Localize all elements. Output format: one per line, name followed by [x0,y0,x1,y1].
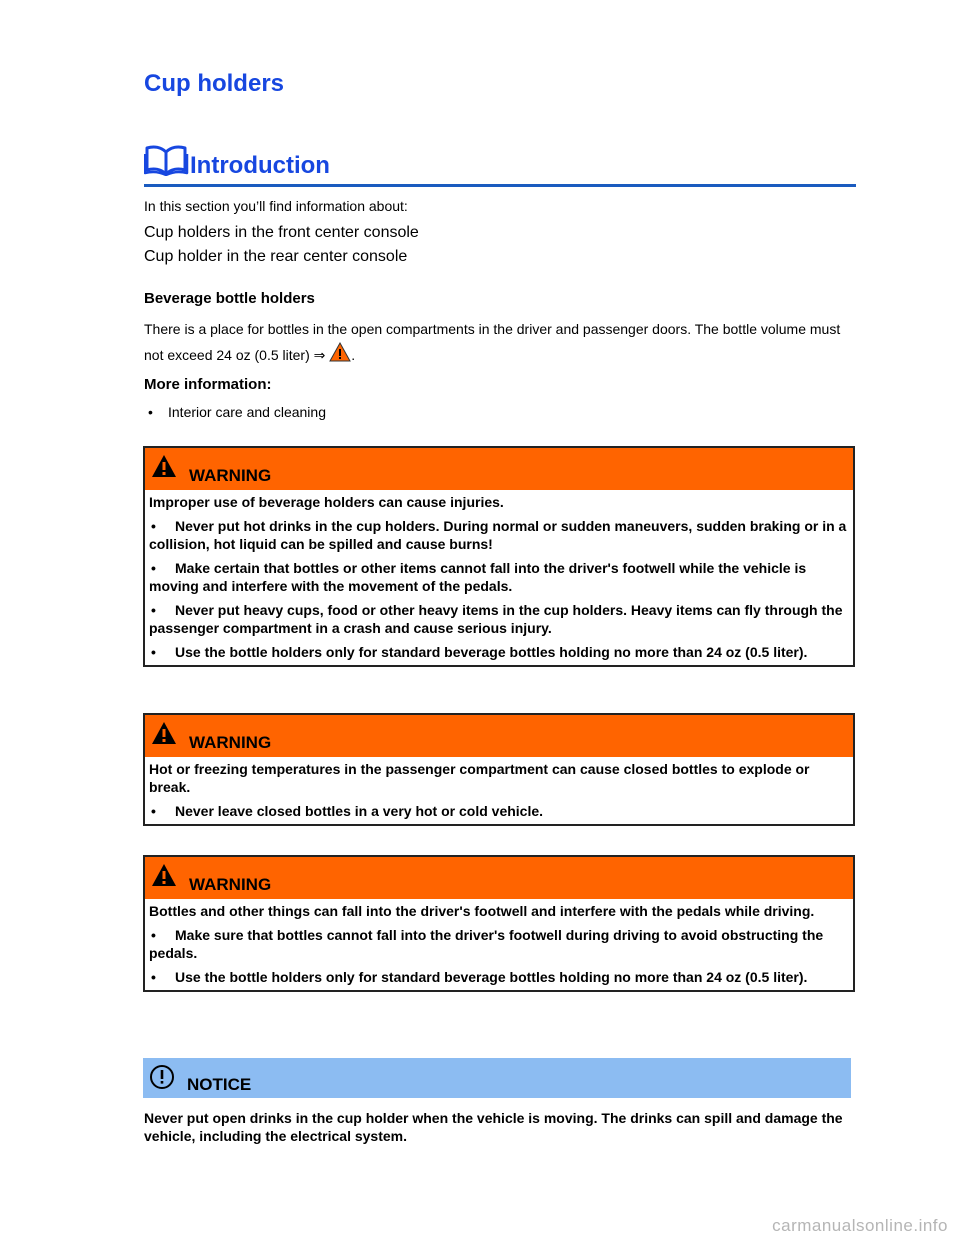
warning-triangle-icon[interactable] [329,342,351,362]
warning-box-2 [143,713,855,826]
warning-intro: Bottles and other things can fall into the driver's footwell and interfere with the pedals while driving. [149,903,815,919]
bullet: • [151,518,156,534]
warning-item-text: Make sure that bottles cannot fall into the driver's footwell during driving to avoid obstructing the pedals. [149,927,824,961]
warning-item [149,601,849,637]
bullet: • [151,803,156,819]
topic-link-front-cup-holders[interactable]: Cup holders in the front center console [144,224,419,241]
warning-body [145,490,853,665]
more-info-item-label: Interior care and cleaning [168,404,326,420]
page-title: Cup holders [144,70,285,97]
warning-item-text: Never put hot drinks in the cup holders. During normal or sudden maneuvers, sudden braking or in a collision, hot liquid can be spilled and cause burns! [149,518,847,552]
bullet: • [151,602,156,618]
watermark: carmanualsonline.info [772,1216,948,1235]
bullet: • [151,927,156,943]
notice-label: NOTICE [187,1075,252,1094]
warning-box-1 [143,446,855,667]
bullet: • [151,969,156,985]
beverage-bottle-text: There is a place for bottles in the open compartments in the driver and passenger doors. The bottle volume must not exceed 24 oz (0.5 liter) ⇒ [144,321,841,363]
notice-text: Never put open drinks in the cup holder when the vehicle is moving. The drinks can spill and damage the vehicle, including the electrical system. [144,1110,843,1144]
warning-item [149,926,849,962]
warning-label: WARNING [189,733,272,752]
warning-item [149,559,849,595]
introduction-title: Introduction [190,152,330,179]
warning-header [145,448,853,490]
intro-lead-text: In this section you’ll find information about: [144,198,408,214]
topic-link-rear-cup-holder[interactable]: Cup holder in the rear center console [144,248,408,265]
warning-item-text: Never leave closed bottles in a very hot or cold vehicle. [175,803,544,819]
open-book-icon [144,144,190,176]
warning-intro: Hot or freezing temperatures in the passenger compartment can cause closed bottles to explode or break. [149,761,810,795]
warning-triangle-icon [151,721,177,745]
warning-triangle-icon [151,863,177,887]
warning-box-3 [143,855,855,992]
beverage-bottle-end: . [351,347,356,363]
warning-body [145,757,853,824]
beverage-bottle-holders-heading: Beverage bottle holders [144,290,315,307]
warning-item [149,802,849,820]
warning-item [149,968,849,986]
warning-intro: Improper use of beverage holders can cause injuries. [149,494,504,510]
warning-label: WARNING [189,466,272,485]
warning-item-text: Make certain that bottles or other items cannot fall into the driver's footwell while the vehicle is moving and interfere with the movement of the pedals. [149,560,807,594]
warning-header [145,857,853,899]
bullet: • [151,644,156,660]
warning-label: WARNING [189,875,272,894]
introduction-heading [144,140,856,187]
exclamation-circle-icon [149,1064,175,1090]
warning-item-text: Never put heavy cups, food or other heavy items in the cup holders. Heavy items can fly through the passenger compartment in a crash and cause serious injury. [149,602,843,636]
warning-item-text: Use the bottle holders only for standard beverage bottles holding no more than 24 oz (0.5 liter). [175,969,808,985]
warning-item [149,643,849,661]
warning-body [145,899,853,990]
bullet: • [148,404,153,420]
warning-header [145,715,853,757]
more-info-item[interactable] [148,404,326,420]
more-information-heading: More information: [144,376,272,393]
warning-triangle-icon [151,454,177,478]
warning-item [149,517,849,553]
notice-header [143,1058,851,1098]
beverage-bottle-paragraph [144,316,856,368]
bullet: • [151,560,156,576]
warning-item-text: Use the bottle holders only for standard beverage bottles holding no more than 24 oz (0.5 liter). [175,644,808,660]
